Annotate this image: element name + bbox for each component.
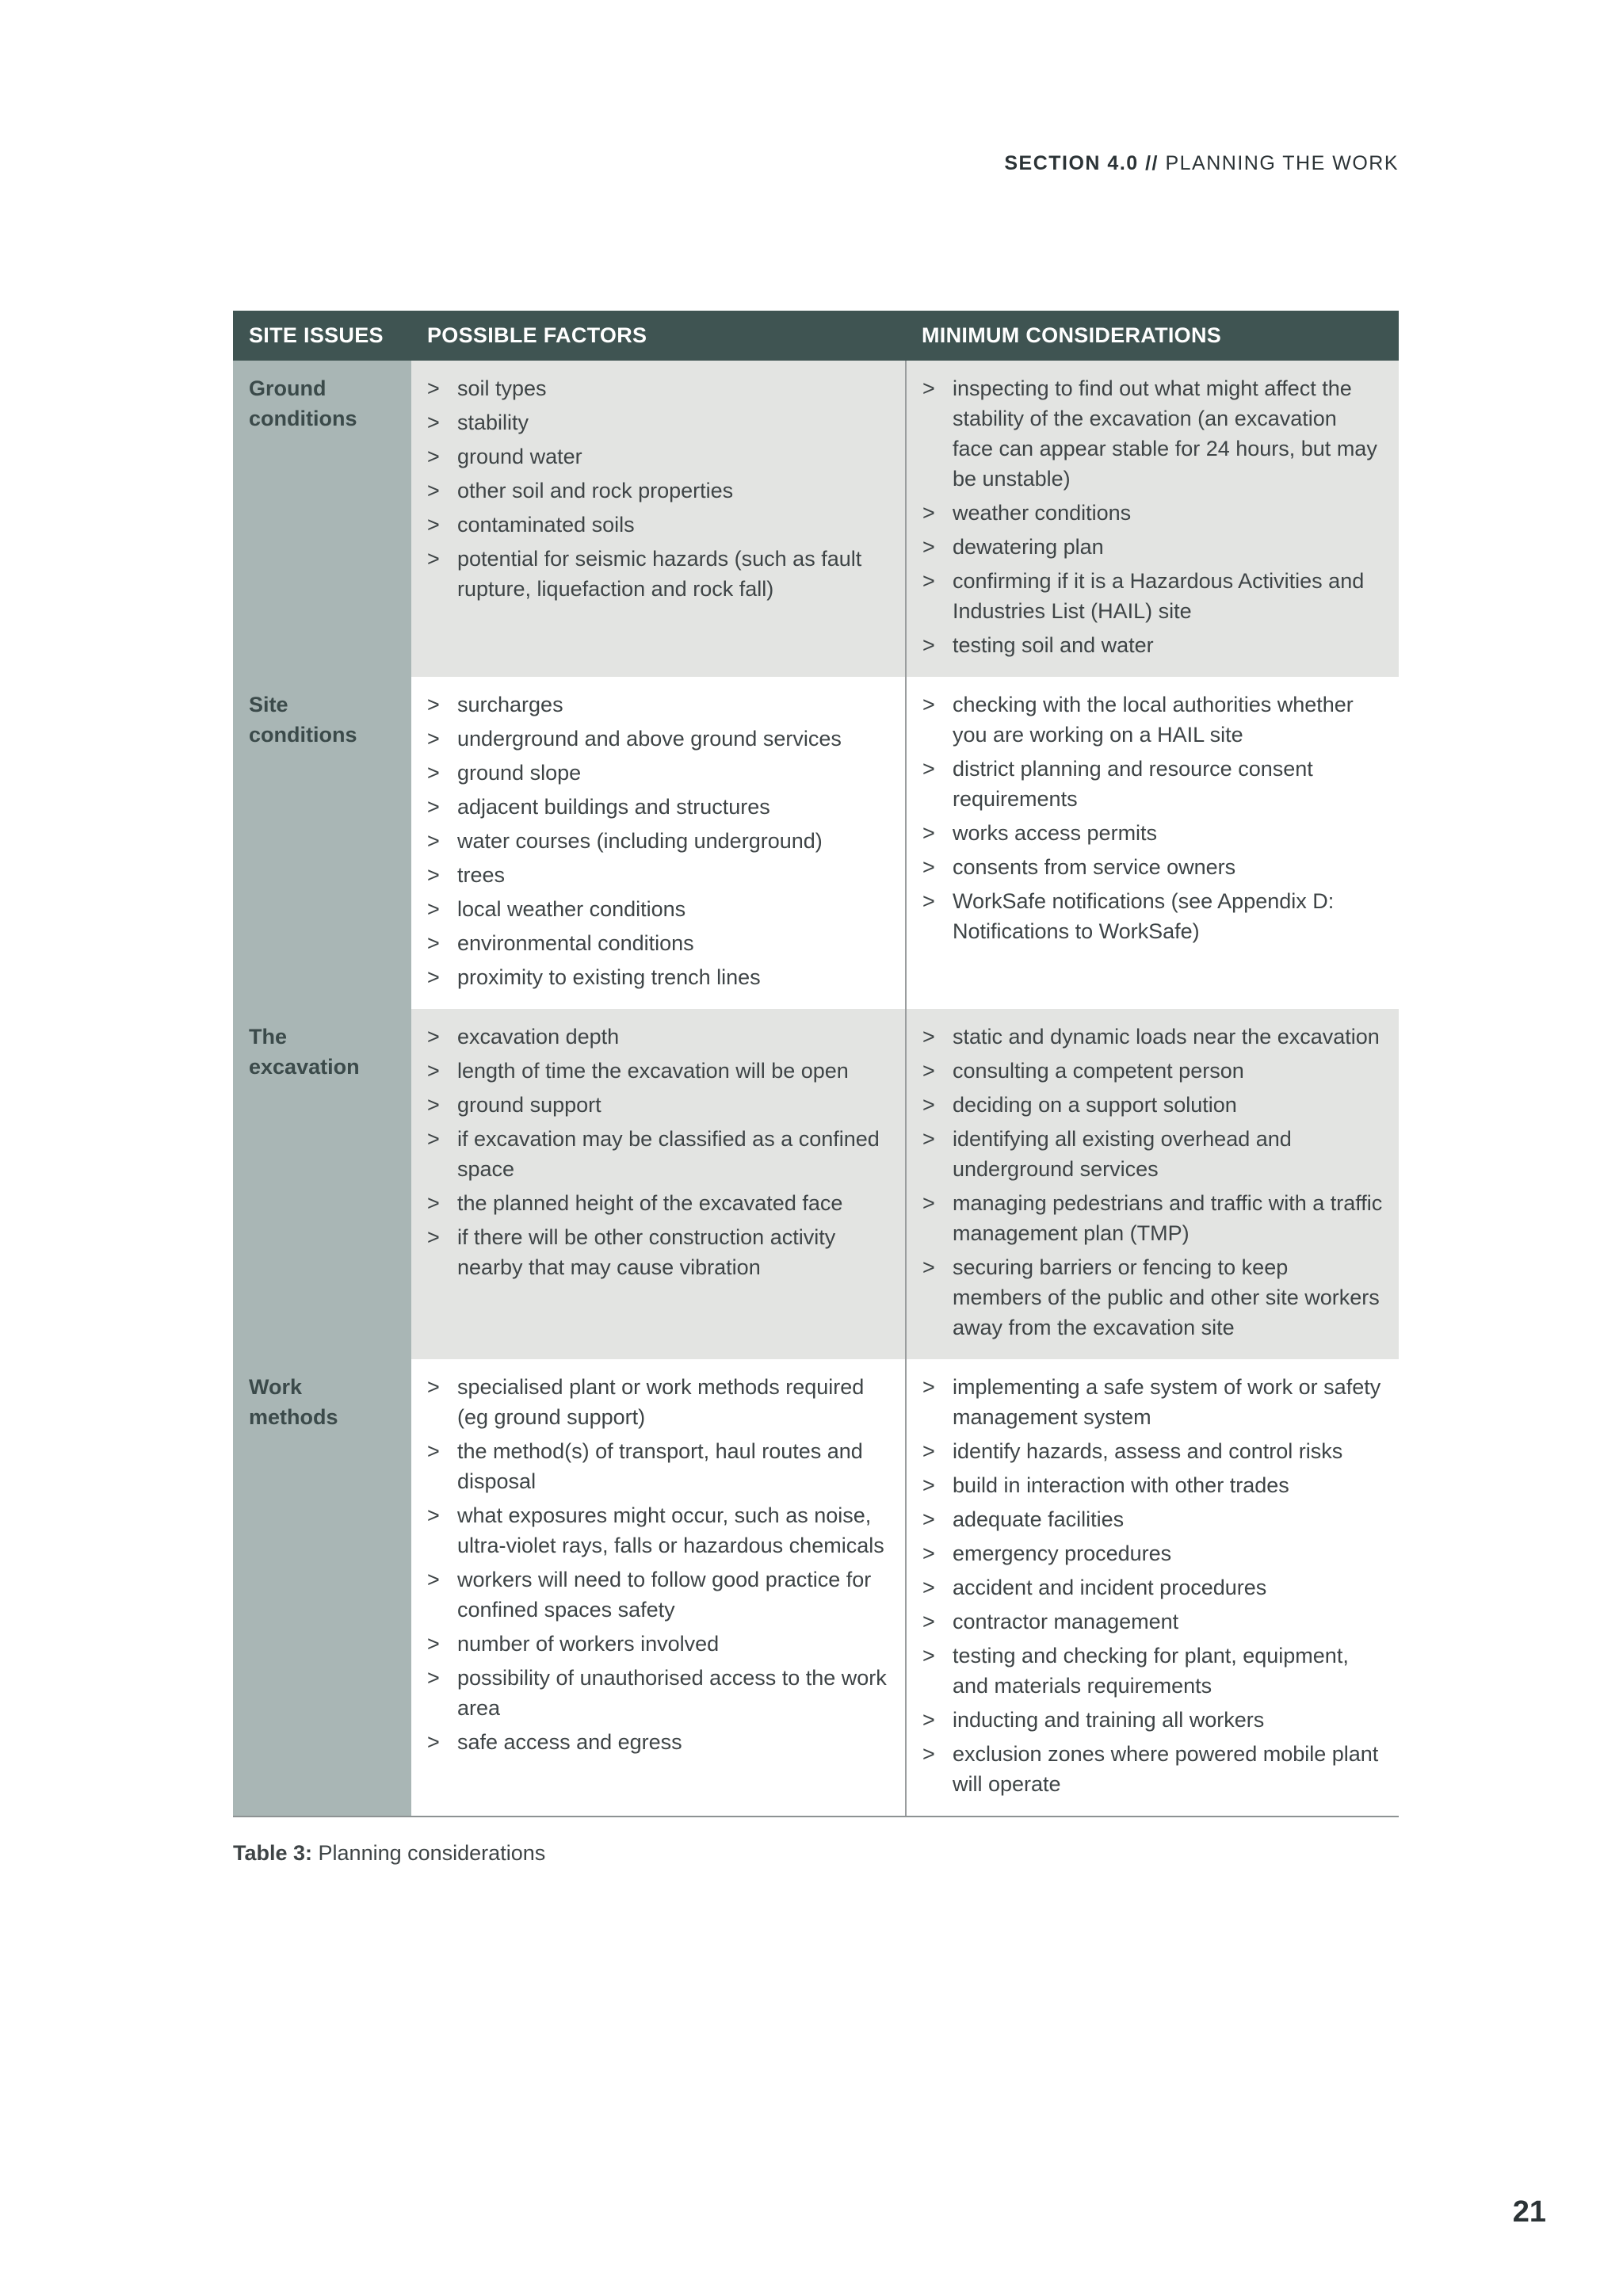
consideration-item: > inspecting to find out what might affect the stability of the excavation (an excavation face can appear stable for 24 hours, but may be unstable): [922, 373, 1383, 494]
consideration-item: > implementing a safe system of work or safety management system: [922, 1372, 1383, 1432]
table-row: [233, 1009, 1399, 1359]
consideration-item: > deciding on a support solution: [922, 1090, 1383, 1120]
consideration-item: > accident and incident procedures: [922, 1572, 1383, 1603]
table-header-row: [233, 311, 1399, 361]
consideration-item: > identifying all existing overhead and underground services: [922, 1124, 1383, 1184]
section-title: PLANNING THE WORK: [1165, 152, 1399, 174]
factor-item: > trees: [427, 860, 889, 890]
factor-item: > underground and above ground services: [427, 724, 889, 754]
site-issue-cell: The excavation: [233, 1009, 411, 1359]
site-issue-cell: Work methods: [233, 1359, 411, 1817]
consideration-item: > managing pedestrians and traffic with a traffic management plan (TMP): [922, 1188, 1383, 1248]
factor-item: > environmental conditions: [427, 928, 889, 958]
factors-cell: [411, 677, 906, 1009]
factor-item: > ground support: [427, 1090, 889, 1120]
factors-list: [427, 690, 889, 992]
site-issue-cell: Site conditions: [233, 677, 411, 1009]
considerations-list: [922, 1022, 1383, 1343]
factor-item: > water courses (including underground): [427, 826, 889, 856]
consideration-item: > checking with the local authorities whether you are working on a HAIL site: [922, 690, 1383, 750]
factors-cell: [411, 1359, 906, 1817]
consideration-item: > WorkSafe notifications (see Appendix D: Notifications to WorkSafe): [922, 886, 1383, 946]
factor-item: > workers will need to follow good practice for confined spaces safety: [427, 1564, 889, 1625]
factor-item: > specialised plant or work methods required (eg ground support): [427, 1372, 889, 1432]
factors-list: [427, 1372, 889, 1757]
consideration-item: > exclusion zones where powered mobile plant will operate: [922, 1739, 1383, 1799]
factor-item: > the method(s) of transport, haul routes and disposal: [427, 1436, 889, 1496]
section-header: [1004, 152, 1399, 175]
factor-item: > local weather conditions: [427, 894, 889, 924]
factors-list: [427, 1022, 889, 1282]
consideration-item: > consulting a competent person: [922, 1056, 1383, 1086]
factor-item: > surcharges: [427, 690, 889, 720]
consideration-item: > emergency procedures: [922, 1538, 1383, 1568]
header-site-issues: SITE ISSUES: [233, 311, 411, 361]
table-caption: [233, 1841, 545, 1866]
consideration-item: > weather conditions: [922, 498, 1383, 528]
planning-table: [233, 311, 1399, 1817]
consideration-item: > identify hazards, assess and control risks: [922, 1436, 1383, 1466]
factors-list: [427, 373, 889, 604]
consideration-item: > confirming if it is a Hazardous Activities and Industries List (HAIL) site: [922, 566, 1383, 626]
considerations-cell: [906, 1009, 1399, 1359]
factor-item: > length of time the excavation will be open: [427, 1056, 889, 1086]
caption-text: Planning considerations: [312, 1841, 546, 1865]
consideration-item: > district planning and resource consent requirements: [922, 754, 1383, 814]
factor-item: > ground slope: [427, 758, 889, 788]
factor-item: > excavation depth: [427, 1022, 889, 1052]
factor-item: > adjacent buildings and structures: [427, 792, 889, 822]
factor-item: > the planned height of the excavated face: [427, 1188, 889, 1218]
factor-item: > soil types: [427, 373, 889, 403]
factor-item: > if excavation may be classified as a confined space: [427, 1124, 889, 1184]
considerations-cell: [906, 677, 1399, 1009]
consideration-item: > adequate facilities: [922, 1504, 1383, 1534]
consideration-item: > build in interaction with other trades: [922, 1470, 1383, 1500]
factor-item: > number of workers involved: [427, 1629, 889, 1659]
consideration-item: > testing soil and water: [922, 630, 1383, 660]
page-number: 21: [1512, 2195, 1546, 2229]
consideration-item: > contractor management: [922, 1606, 1383, 1637]
factor-item: > contaminated soils: [427, 510, 889, 540]
factor-item: > proximity to existing trench lines: [427, 962, 889, 992]
considerations-list: [922, 1372, 1383, 1799]
factor-item: > stability: [427, 407, 889, 437]
consideration-item: > works access permits: [922, 818, 1383, 848]
factor-item: > potential for seismic hazards (such as fault rupture, liquefaction and rock fall): [427, 544, 889, 604]
consideration-item: > inducting and training all workers: [922, 1705, 1383, 1735]
consideration-item: > consents from service owners: [922, 852, 1383, 882]
table-row: [233, 361, 1399, 677]
consideration-item: > static and dynamic loads near the excavation: [922, 1022, 1383, 1052]
factor-item: > what exposures might occur, such as noise, ultra-violet rays, falls or hazardous chemicals: [427, 1500, 889, 1561]
table-row: [233, 677, 1399, 1009]
factor-item: > if there will be other construction activity nearby that may cause vibration: [427, 1222, 889, 1282]
consideration-item: > dewatering plan: [922, 532, 1383, 562]
factor-item: > ground water: [427, 441, 889, 472]
table-body: [233, 361, 1399, 1817]
factors-cell: [411, 361, 906, 677]
consideration-item: > securing barriers or fencing to keep members of the public and other site workers away from the excavation site: [922, 1252, 1383, 1343]
factor-item: > safe access and egress: [427, 1727, 889, 1757]
considerations-cell: [906, 1359, 1399, 1817]
considerations-cell: [906, 361, 1399, 677]
section-number: SECTION 4.0 //: [1004, 152, 1159, 174]
considerations-list: [922, 690, 1383, 946]
consideration-item: > testing and checking for plant, equipment, and materials requirements: [922, 1641, 1383, 1701]
factor-item: > possibility of unauthorised access to the work area: [427, 1663, 889, 1723]
table-row: [233, 1359, 1399, 1817]
header-possible-factors: POSSIBLE FACTORS: [411, 311, 906, 361]
factor-item: > other soil and rock properties: [427, 476, 889, 506]
considerations-list: [922, 373, 1383, 660]
site-issue-cell: Ground conditions: [233, 361, 411, 677]
caption-label: Table 3:: [233, 1841, 313, 1865]
factors-cell: [411, 1009, 906, 1359]
header-minimum-considerations: MINIMUM CONSIDERATIONS: [906, 311, 1399, 361]
